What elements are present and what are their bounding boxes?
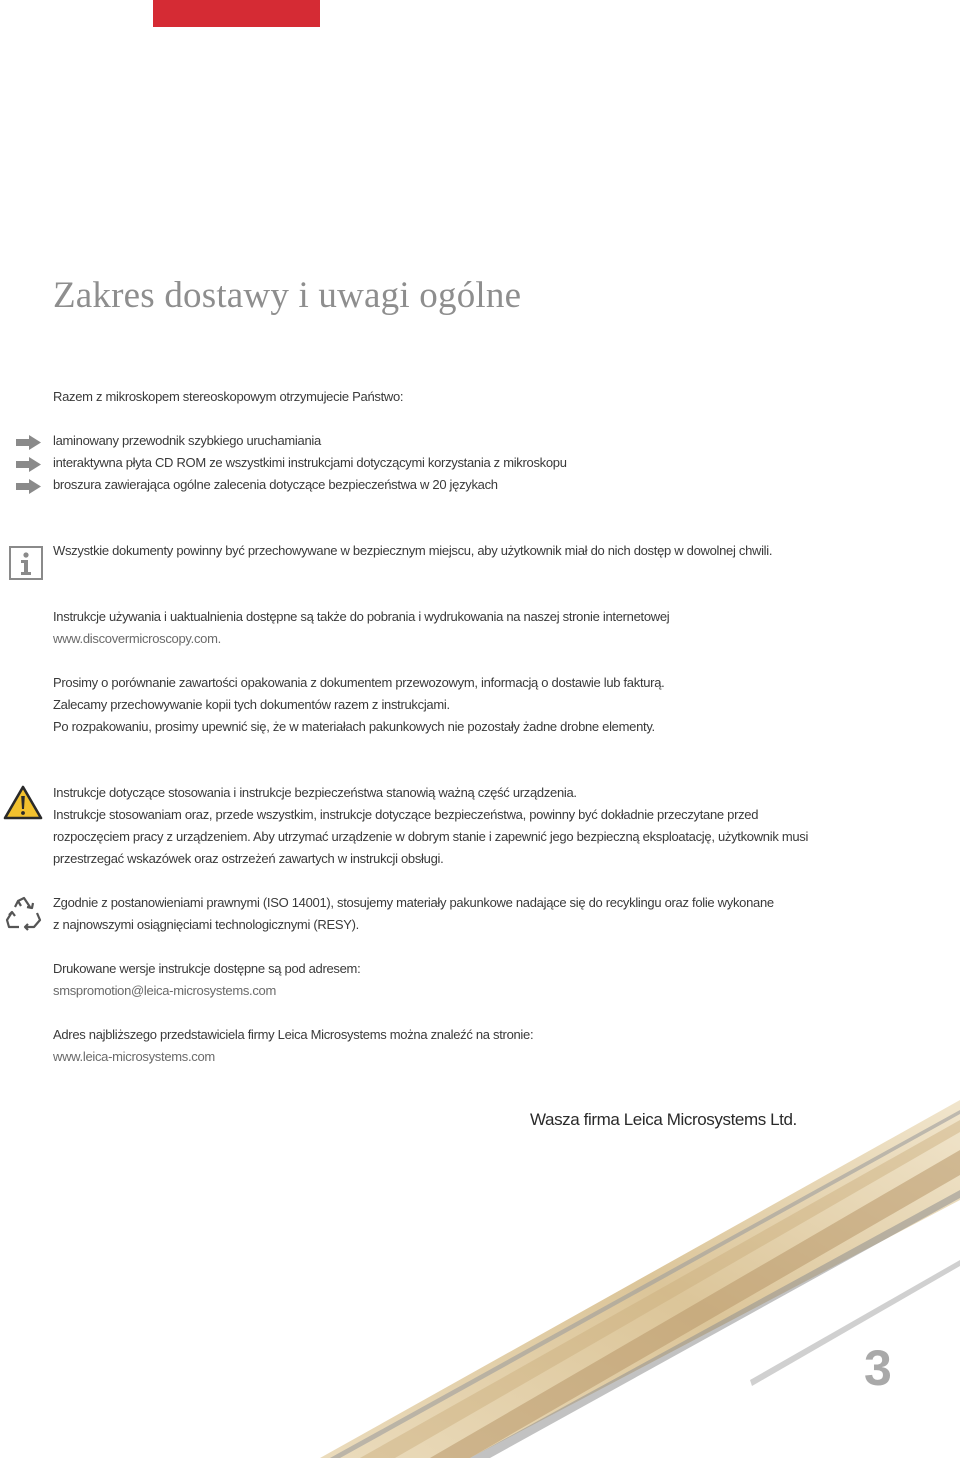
delivery-item: broszura zawierająca ogólne zalecenia dotyczące bezpieczeństwa w 20 językach bbox=[53, 477, 498, 492]
delivery-list-arrows bbox=[14, 435, 42, 497]
warning-text: Instrukcje dotyczące stosowania i instrukcje bezpieczeństwa stanowią ważną część urządzenia. bbox=[53, 785, 577, 800]
info-icon bbox=[9, 546, 43, 580]
header-accent-bar bbox=[153, 0, 320, 27]
arrow-right-icon bbox=[16, 457, 41, 472]
representative-url-link[interactable]: www.leica-microsystems.com bbox=[53, 1049, 215, 1064]
print-email-link[interactable]: smspromotion@leica-microsystems.com bbox=[53, 983, 277, 998]
warning-text: Instrukcje stosowaniam oraz, przede wszystkim, instrukcje dotyczące bezpieczeństwa, powinny być dokładnie przeczytane przed bbox=[53, 807, 759, 822]
print-label: Drukowane wersje instrukcje dostępne są pod adresem: bbox=[53, 961, 361, 976]
signature: Wasza firma Leica Microsystems Ltd. bbox=[530, 1110, 797, 1129]
page-number: 3 bbox=[864, 1340, 892, 1396]
recycle-text: z najnowszymi osiągnięciami technologicznymi (RESY). bbox=[53, 917, 359, 932]
check-text: Po rozpakowaniu, prosimy upewnić się, że w materiałach pakunkowych nie pozostały żadne drobne elementy. bbox=[53, 719, 655, 734]
arrow-right-icon bbox=[16, 435, 41, 450]
representative-label: Adres najbliższego przedstawiciela firmy Leica Microsystems można znaleźć na stronie: bbox=[53, 1027, 534, 1042]
delivery-item: laminowany przewodnik szybkiego uruchamiania bbox=[53, 433, 321, 448]
recycle-icon bbox=[5, 895, 43, 933]
check-text: Prosimy o porównanie zawartości opakowania z dokumentem przewozowym, informacją o dostawie lub fakturą. bbox=[53, 675, 665, 690]
warning-icon bbox=[3, 785, 43, 821]
arrow-right-icon bbox=[16, 479, 41, 494]
delivery-item: interaktywna płyta CD ROM ze wszystkimi instrukcjami dotyczącymi korzystania z mikroskopu bbox=[53, 455, 567, 470]
download-url-link[interactable]: www.discovermicroscopy.com. bbox=[53, 631, 221, 646]
page-title: Zakres dostawy i uwagi ogólne bbox=[53, 275, 522, 316]
specimen-slide-image bbox=[0, 1080, 960, 1458]
check-text: Zalecamy przechowywanie kopii tych dokumentów razem z instrukcjami. bbox=[53, 697, 450, 712]
recycle-text: Zgodnie z postanowieniami prawnymi (ISO 14001), stosujemy materiały pakunkowe nadające się do recyklingu oraz folie wykonane bbox=[53, 895, 774, 910]
warning-text: rozpoczęciem pracy z urządzeniem. Aby utrzymać urządzenie w dobrym stanie i zapewnić jego bezpieczną eksploatację, użytkownik musi bbox=[53, 829, 809, 844]
download-text: Instrukcje używania i uaktualnienia dostępne są także do pobrania i wydrukowania na naszej stronie internetowej bbox=[53, 609, 670, 624]
intro-text: Razem z mikroskopem stereoskopowym otrzymujecie Państwo: bbox=[53, 389, 404, 404]
info-note: Wszystkie dokumenty powinny być przechowywane w bezpiecznym miejscu, aby użytkownik miał do nich dostęp w dowolnej chwili. bbox=[53, 543, 773, 558]
warning-text: przestrzegać wskazówek oraz ostrzeżeń zawartych w instrukcji obsługi. bbox=[53, 851, 444, 866]
